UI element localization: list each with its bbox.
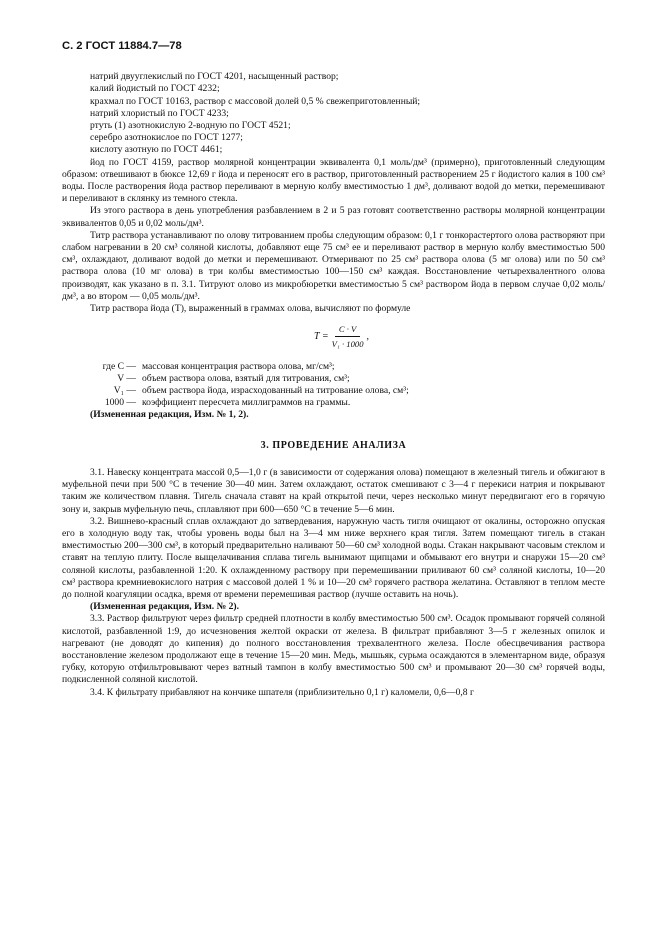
section-title: 3. ПРОВЕДЕНИЕ АНАЛИЗА xyxy=(260,439,407,451)
titer-paragraph: Титр раствора устанавливают по олову титрованием пробы следующим образом: 0,1 г тонкорастертого олова растворяют при слабом нагревании в 20 см³ соляной кислоты, добавляют еще 75 см³ ее и переливают раствор в мерную колбу вместимостью 500 см³, охлаждают, доливают водой до метки и перемешивают. Отмеривают по 25 см³ раствора олова (5 мг олова) или по 50 см³ раствора олова (10 мг олова) в три колбы вместимостью 100—150 см³ каждая. Восстановление четырехвалентного олова производят, как указано в п. 3.1. Титруют олово из микробюретки вместимостью 5 см³ раствором йода в первом случае 0,02 моль/дм³, а во втором — 0,05 моль/дм³. xyxy=(62,229,605,302)
iodine-solution-paragraph: йод по ГОСТ 4159, раствор молярной концентрации эквивалента 0,1 моль/дм³ (примерно), приготовленный следующим образом: отвешивают в бюксе 12,69 г йода и переносят его в раствор, приготовленный растворением 25 г йодистого калия в 100 см³ воды. После растворения йода раствор переливают в мерную колбу вместимостью 1 дм³, доливают водой до метки, перемешивают и переливают в склянку из темного стекла. xyxy=(62,156,605,205)
legend-row xyxy=(62,373,605,385)
reagent-item: ртуть (1) азотнокислую 2-водную по ГОСТ 4521; xyxy=(90,120,291,132)
legend-symbol: где C — xyxy=(102,360,136,372)
reagent-list xyxy=(62,71,605,156)
reagent-item: крахмал по ГОСТ 10163, раствор с массовой долей 0,5 % свежеприготовленный; xyxy=(90,95,421,107)
clause-3-4: 3.4. К фильтрату прибавляют на кончике шпателя (приблизительно 0,1 г) каломели, 0,6—0,8 г xyxy=(90,686,474,698)
formula-legend xyxy=(62,361,605,410)
reagent-item: серебро азотнокислое по ГОСТ 1277; xyxy=(90,132,243,144)
legend-symbol: V — xyxy=(117,372,136,384)
amendment-note-2: (Измененная редакция, Изм. № 2). xyxy=(90,601,240,613)
reagent-item: калий йодистый по ГОСТ 4232; xyxy=(90,83,220,95)
formula-tail: , xyxy=(366,330,369,342)
reagent-item: натрий хлористый по ГОСТ 4233; xyxy=(90,107,229,119)
formula-denominator: V₁ · 1000 xyxy=(331,339,364,350)
formula-fraction xyxy=(332,323,364,350)
legend-symbol: V₁ — xyxy=(113,385,136,397)
legend-text: массовая концентрация раствора олова, мг/см³; xyxy=(142,360,335,372)
formula-lhs: T = xyxy=(313,330,329,342)
formula-numerator: C · V xyxy=(335,323,360,337)
page-header: С. 2 ГОСТ 11884.7—78 xyxy=(62,40,182,52)
formula-intro: Титр раствора йода (T), выраженный в граммах олова, вычисляют по формуле xyxy=(90,303,411,315)
legend-row xyxy=(62,397,605,409)
legend-text: объем раствора йода, израсходованный на титрование олова, см³; xyxy=(142,385,409,397)
reagent-item: натрий двууглекислый по ГОСТ 4201, насыщенный раствор; xyxy=(90,71,339,83)
titer-formula xyxy=(78,323,605,350)
legend-text: объем раствора олова, взятый для титрования, см³; xyxy=(142,372,350,384)
amendment-note-1: (Измененная редакция, Изм. № 1, 2). xyxy=(90,409,249,421)
legend-text: коэффициент пересчета миллиграммов на граммы. xyxy=(142,397,351,409)
legend-row xyxy=(62,385,605,397)
clause-3-2: 3.2. Вишнево-красный сплав охлаждают до затвердевания, наружную часть тигля очищают от окалины, осторожно опуская его в холодную воду так, чтобы уровень воды был на 3—4 мм ниже верхнего края тигля. Затем помещают тигель в стакан вместимостью 200—300 см³, в который предварительно наливают 50—60 см³ холодной воды. Стакан накрывают часовым стеклом и ставят на теплую плиту. После выщелачивания сплава тигель вынимают щипцами и обмывают его внутри и снаружи 15—20 см³ соляной кислоты, разбавленной 1:20. К охлажденному раствору при перемешивании приливают 60 см³ соляной кислоты, 10—20 см³ раствора кремниевокислого натрия с массовой долей 1 % и 10—20 см³ горячего раствора желатина. Оставляют в теплом месте до полной коагуляции осадка, время от времени перемешивая раствор (лучше оставить на ночь). xyxy=(62,515,605,600)
legend-row xyxy=(62,361,605,373)
dilution-paragraph: Из этого раствора в день употребления разбавлением в 2 и 5 раз готовят соответственно растворы молярной концентрации эквивалентов 0,05 и 0,02 моль/дм³. xyxy=(62,205,605,229)
legend-symbol: 1000 — xyxy=(104,397,136,409)
clause-3-3: 3.3. Раствор фильтруют через фильтр средней плотности в колбу вместимостью 500 см³. Осадок промывают горячей соляной кислотой, разбавленной 1:9, до исчезновения желтой окраски от железа. В фильтрат прибавляют 3—5 г железных опилок и нагревают (не доводят до кипения) до полного восстановления трехвалентного железа. После обесцвечивания раствора восстановление железом продолжают еще в течение 15—20 мин. Медь, мышьяк, сурьма осаждаются в элементарном виде, образуя губку, которую отфильтровывают через ватный тампон в колбу вместимостью 500 см³ и промывают 20—30 см³ горячей воды, подкисленной соляной кислотой. xyxy=(62,613,605,686)
clause-3-1: 3.1. Навеску концентрата массой 0,5—1,0 г (в зависимости от содержания олова) помещают в железный тигель и обжигают в муфельной печи при 500 °С в течение 30—40 мин. Затем охлаждают, остаток смешивают с 3—4 г перекиси натрия и покрывают таким же количеством плавня. Тигель сначала ставят на край открытой печи, через несколько минут передвигают его в горячую зону и, закрыв муфельную печь, сплавляют при 600—650 °С в течение 5—6 мин. xyxy=(62,466,605,515)
reagent-item: кислоту азотную по ГОСТ 4461; xyxy=(90,144,223,156)
